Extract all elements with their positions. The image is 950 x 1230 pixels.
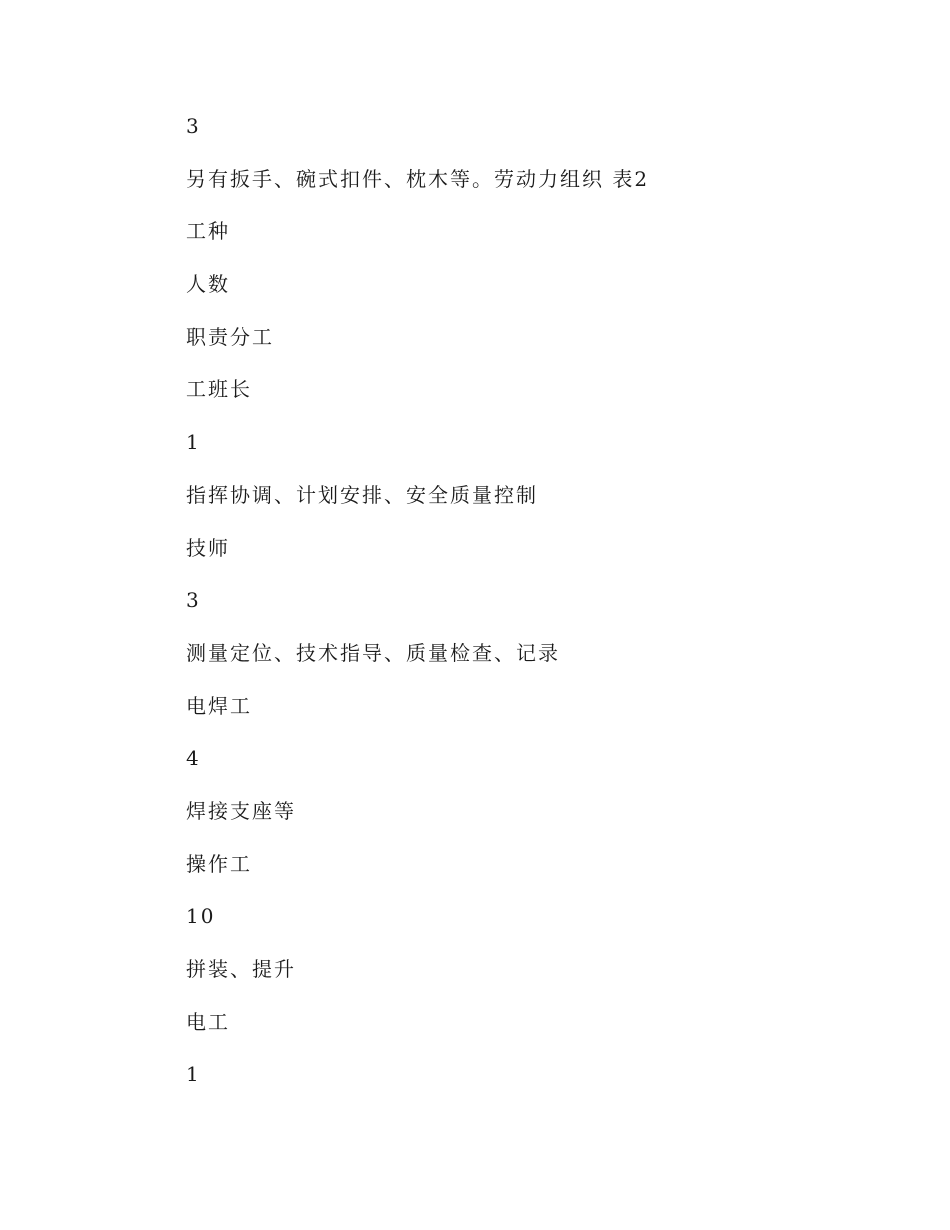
table-cell: 3	[186, 588, 201, 613]
document-text-body	[186, 111, 649, 1112]
table-cell: 指挥协调、计划安排、安全质量控制	[186, 482, 538, 507]
table-header-cell: 职责分工	[186, 324, 274, 349]
table-header-cell: 工种	[186, 219, 230, 244]
table-cell: 焊接支座等	[186, 798, 296, 823]
table-cell: 10	[186, 904, 216, 929]
table-cell: 操作工	[186, 851, 252, 876]
text-line: 3	[186, 114, 201, 138]
table-cell: 电工	[186, 1009, 230, 1034]
table-header-cell: 人数	[186, 272, 230, 297]
table-cell: 1	[186, 1062, 201, 1087]
table-cell: 测量定位、技术指导、质量检查、记录	[186, 640, 560, 665]
table-cell: 电焊工	[186, 693, 252, 718]
table-cell: 1	[186, 430, 201, 455]
table-cell: 技师	[186, 535, 230, 560]
table-cell: 4	[186, 746, 201, 771]
table-cell: 拼装、提升	[186, 957, 296, 981]
text-line: 另有扳手、碗式扣件、枕木等。劳动力组织 表2	[186, 166, 650, 191]
table-cell: 工班长	[186, 377, 252, 402]
